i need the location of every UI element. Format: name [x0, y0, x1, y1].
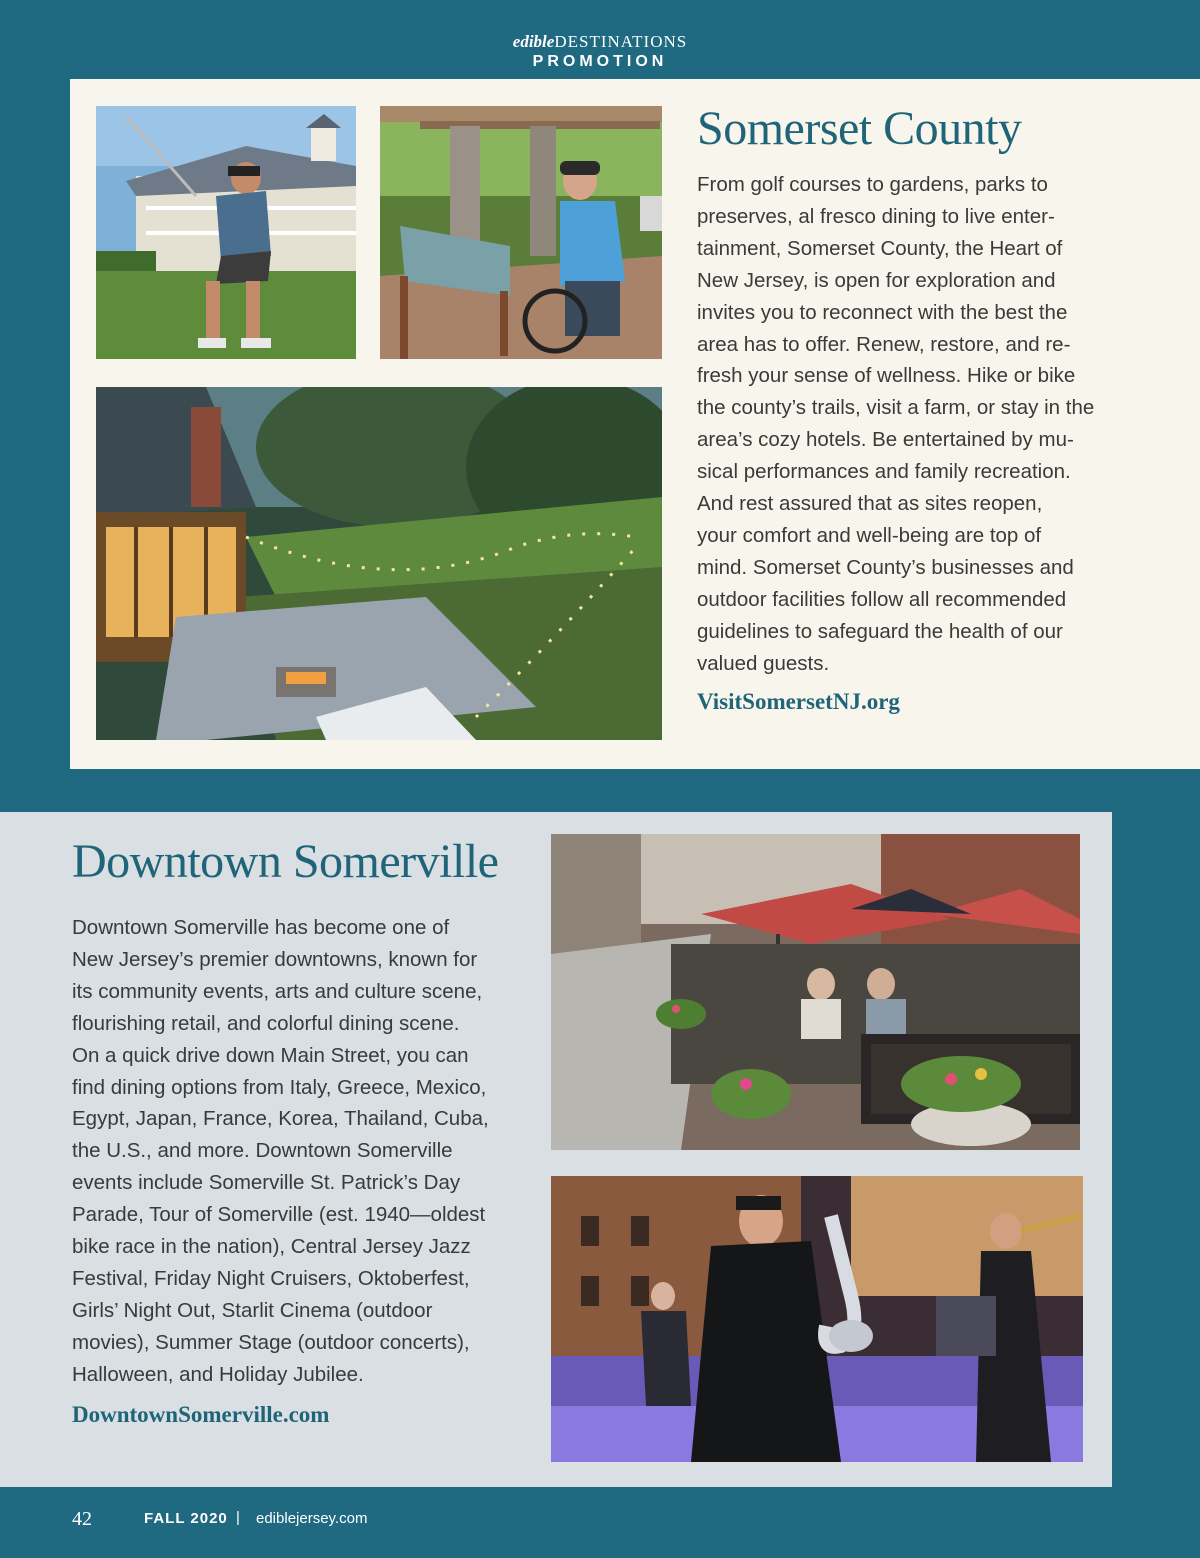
body-line: invites you to reconnect with the best the [697, 300, 1068, 324]
body-line: tainment, Somerset County, the Heart of [697, 236, 1063, 260]
downtown-somerville-body [72, 912, 489, 1391]
body-line: fresh your sense of wellness. Hike or bike [697, 364, 1076, 388]
body-line: preserves, al fresco dining to live enter- [697, 204, 1055, 228]
body-line: mind. Somerset County’s businesses and [697, 555, 1074, 579]
body-line: New Jersey, is open for exploration and [697, 268, 1056, 292]
outdoor-dining-terrace-photo [96, 387, 662, 740]
cyclist-garden-photo [380, 106, 662, 359]
body-line: Parade, Tour of Somerville (est. 1940—oldest [72, 1203, 486, 1227]
body-line: events include Somerville St. Patrick’s Day [72, 1171, 461, 1195]
body-line: find dining options from Italy, Greece, Mexico, [72, 1075, 487, 1099]
body-line: Festival, Friday Night Cruisers, Oktoberfest, [72, 1266, 470, 1290]
golfer-photo [96, 106, 356, 359]
body-line: its community events, arts and culture scene, [72, 979, 483, 1003]
somerset-county-panel [70, 79, 1200, 769]
body-line: sical performances and family recreation. [697, 460, 1071, 484]
visit-somerset-link[interactable]: VisitSomersetNJ.org [697, 689, 900, 714]
page-number: 42 [72, 1508, 92, 1530]
saxophone-performer-photo [551, 1176, 1083, 1462]
promotion-label: PROMOTION [532, 53, 668, 70]
body-line: New Jersey’s premier downtowns, known for [72, 947, 478, 971]
body-line: guidelines to safeguard the health of our [697, 619, 1063, 643]
body-line: Halloween, and Holiday Jubilee. [72, 1362, 364, 1386]
downtown-somerville-panel [0, 812, 1112, 1487]
body-line: Girls’ Night Out, Starlit Cinema (outdoor [72, 1298, 433, 1322]
body-line: the county’s trails, visit a farm, or stay in the [697, 396, 1095, 420]
downtown-somerville-link[interactable]: DowntownSomerville.com [72, 1402, 330, 1427]
body-line: movies), Summer Stage (outdoor concerts), [72, 1330, 470, 1354]
somerset-county-body [697, 169, 1094, 680]
page-header [0, 32, 1200, 72]
body-line: outdoor facilities follow all recommended [697, 587, 1067, 611]
main-street-dining-photo [551, 834, 1080, 1150]
body-line: area’s cozy hotels. Be entertained by mu- [697, 428, 1074, 452]
body-line: flourishing retail, and colorful dining scene. [72, 1011, 460, 1035]
somerset-county-title: Somerset County [697, 102, 1022, 155]
body-line: Downtown Somerville has become one of [72, 916, 450, 939]
body-line: On a quick drive down Main Street, you can [72, 1043, 469, 1067]
issue-label: FALL 2020 [144, 1510, 228, 1527]
body-line: From golf courses to gardens, parks to [697, 173, 1048, 196]
body-line: Egypt, Japan, France, Korea, Thailand, Cuba, [72, 1107, 489, 1131]
body-line: area has to offer. Renew, restore, and re- [697, 332, 1071, 356]
body-line: your comfort and well-being are top of [697, 523, 1042, 547]
magazine-section-name: edibleDESTINATIONS [512, 32, 688, 51]
downtown-somerville-title: Downtown Somerville [72, 835, 499, 888]
website-link[interactable]: ediblejersey.com [256, 1510, 368, 1527]
body-line: And rest assured that as sites reopen, [697, 492, 1043, 516]
footer-separator: | [236, 1509, 240, 1526]
body-line: bike race in the nation), Central Jersey Jazz [72, 1235, 471, 1259]
body-line: valued guests. [697, 651, 830, 675]
body-line: the U.S., and more. Downtown Somerville [72, 1139, 453, 1163]
